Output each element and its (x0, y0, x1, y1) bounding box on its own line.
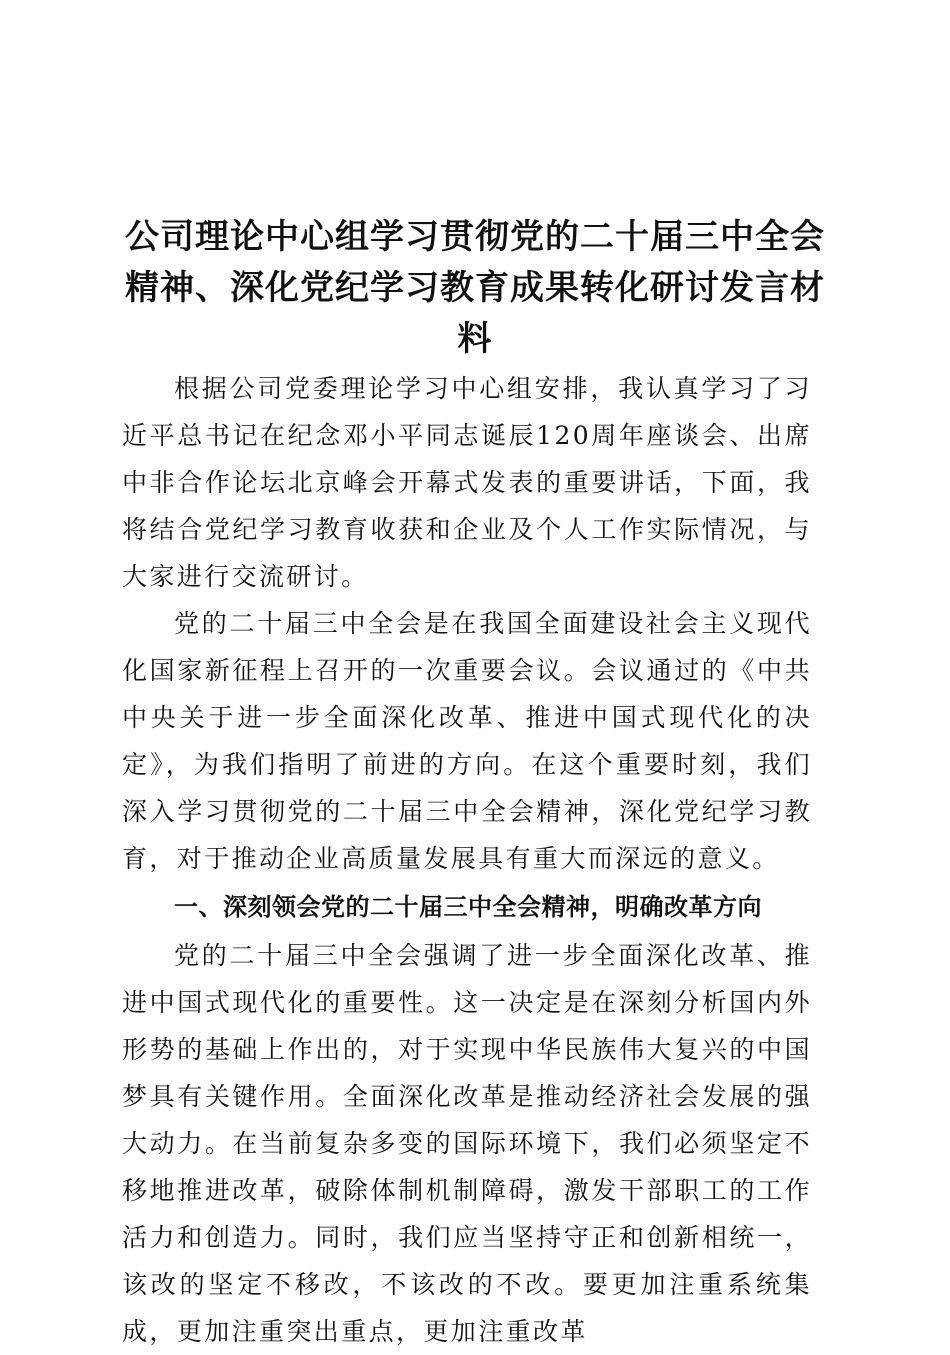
section-1-paragraph: 党的二十届三中全会强调了进一步全面深化改革、推进中国式现代化的重要性。这一决定是在深刻分析国内外形势的基础上作出的，对于实现中华民族伟大复兴的中国梦具有关键作用。全面深化改革是推动经济社会发展的强大动力。在当前复杂多变的国际环境下，我们必须坚定不移地推进改革，破除体制机制障碍，激发干部职工的工作活力和创造力。同时，我们应当坚持守正和创新相统一，该改的坚定不移改，不该改的不改。要更加注重系统集成，更加注重突出重点，更加注重改革 (122, 941, 812, 1346)
intro-paragraph: 根据公司党委理论学习中心组安排，我认真学习了习近平总书记在纪念邓小平同志诞辰120周年座谈会、出席中非合作论坛北京峰会开幕式发表的重要讲话，下面，我将结合党纪学习教育收获和企业及个人工作实际情况，与大家进行交流研讨。 (122, 374, 812, 591)
title-line-3: 料 (457, 319, 493, 359)
title-line-2: 精神、深化党纪学习教育成果转化研讨发言材 (125, 268, 825, 308)
document-title (110, 212, 840, 365)
background-paragraph: 党的二十届三中全会是在我国全面建设社会主义现代化国家新征程上召开的一次重要会议。会议通过的《中共中央关于进一步全面深化改革、推进中国式现代化的决定》，为我们指明了前进的方向。在这个重要时刻，我们深入学习贯彻党的二十届三中全会精神，深化党纪学习教育，对于推动企业高质量发展具有重大而深远的意义。 (122, 609, 812, 873)
title-line-1: 公司理论中心组学习贯彻党的二十届三中全会 (125, 217, 825, 257)
document-body (122, 365, 812, 1355)
section-heading-1: 一、深刻领会党的二十届三中全会精神，明确改革方向 (174, 893, 762, 921)
